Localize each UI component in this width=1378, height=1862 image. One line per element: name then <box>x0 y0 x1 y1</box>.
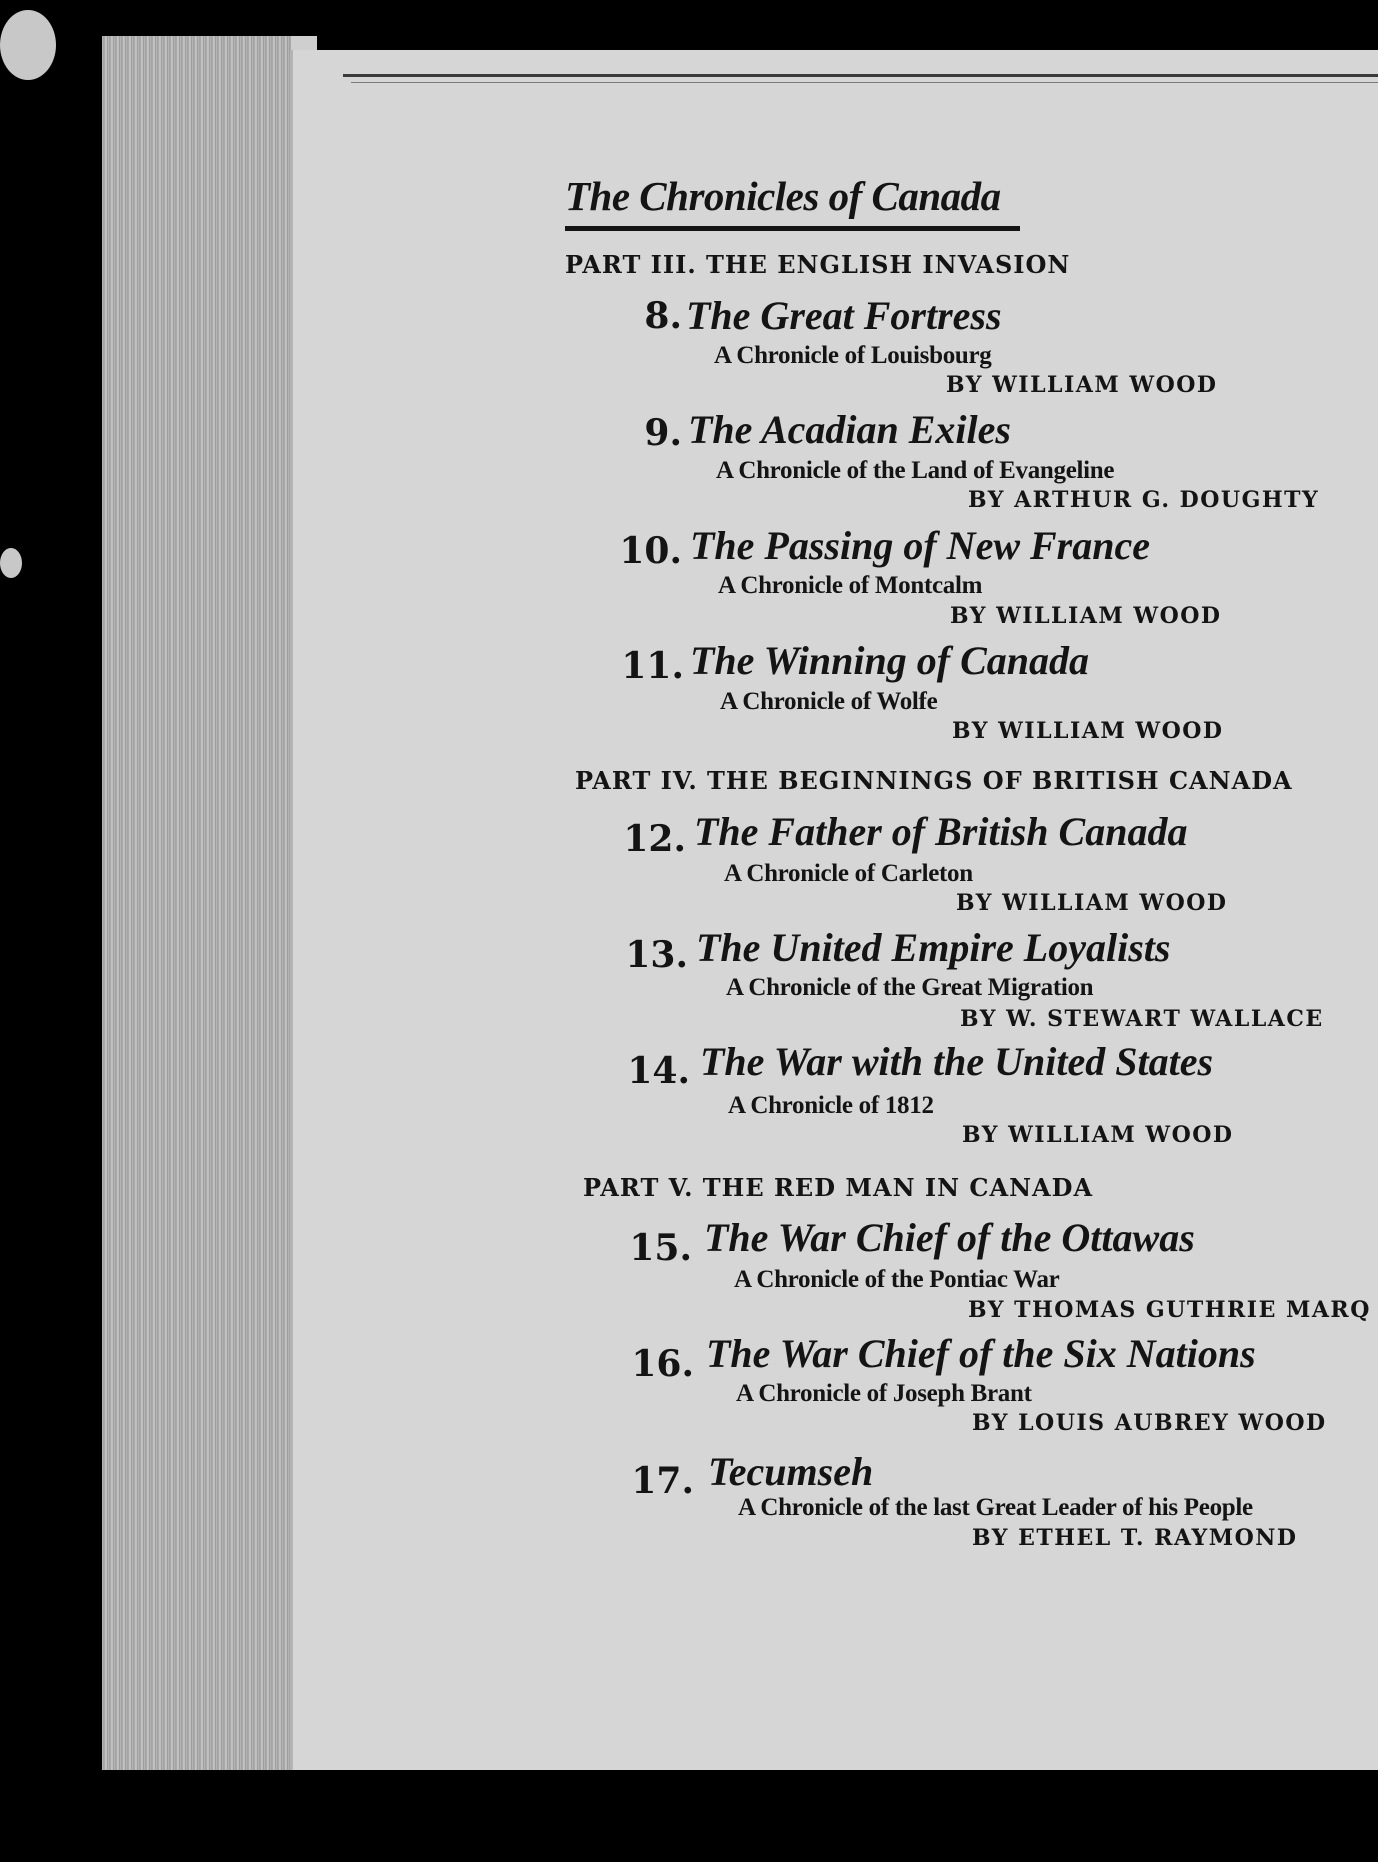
entry-title: Tecumseh <box>708 1449 874 1494</box>
entry-author: BY WILLIAM WOOD <box>950 603 1222 629</box>
part-heading: PART III. THE ENGLISH INVASION <box>565 250 1071 279</box>
entry-number: 12. <box>623 818 686 860</box>
entry-number: 15. <box>629 1227 692 1269</box>
entry-subtitle: A Chronicle of Louisbourg <box>714 342 992 369</box>
entry-title: The Acadian Exiles <box>688 407 1011 452</box>
entry-number: 10. <box>619 530 682 572</box>
entry-title: The War with the United States <box>700 1039 1214 1084</box>
entry-author: BY LOUIS AUBREY WOOD <box>972 1410 1327 1436</box>
entry-subtitle: A Chronicle of Wolfe <box>720 688 938 715</box>
entry-subtitle: A Chronicle of the Land of Evangeline <box>716 457 1115 484</box>
entry-author: BY WILLIAM WOOD <box>946 372 1218 398</box>
entry-author: BY THOMAS GUTHRIE MARQ <box>968 1297 1371 1323</box>
entry-number: 13. <box>625 934 688 976</box>
entry-subtitle: A Chronicle of Carleton <box>724 860 973 887</box>
series-title: The Chronicles of Canada <box>565 173 1001 219</box>
part-heading: PART IV. THE BEGINNINGS OF BRITISH CANADA <box>575 766 1293 795</box>
entry-author: BY WILLIAM WOOD <box>952 718 1224 744</box>
entry-subtitle: A Chronicle of Montcalm <box>718 572 983 599</box>
entry-author: BY WILLIAM WOOD <box>956 890 1228 916</box>
entry-title: The United Empire Loyalists <box>696 925 1171 970</box>
entry-number: 8. <box>644 295 682 337</box>
entry-title: The Winning of Canada <box>690 638 1090 683</box>
entry-number: 11. <box>621 645 684 687</box>
entry-subtitle: A Chronicle of Joseph Brant <box>736 1380 1032 1407</box>
entry-title: The Great Fortress <box>686 293 1002 338</box>
entry-title: The War Chief of the Ottawas <box>704 1215 1195 1260</box>
entry-author: BY ETHEL T. RAYMOND <box>972 1525 1298 1551</box>
entry-title: The Passing of New France <box>690 523 1150 568</box>
entry-number: 16. <box>631 1343 694 1385</box>
entry-number: 9. <box>644 412 682 454</box>
entry-subtitle: A Chronicle of the Pontiac War <box>734 1266 1060 1293</box>
entry-title: The War Chief of the Six Nations <box>706 1331 1256 1376</box>
entry-author: BY ARTHUR G. DOUGHTY <box>968 487 1320 513</box>
entry-author: BY W. STEWART WALLACE <box>960 1006 1324 1032</box>
entry-title: The Father of British Canada <box>694 809 1188 854</box>
part-heading: PART V. THE RED MAN IN CANADA <box>583 1173 1094 1202</box>
entry-subtitle: A Chronicle of 1812 <box>728 1092 934 1119</box>
entry-subtitle: A Chronicle of the last Great Leader of his People <box>738 1494 1253 1521</box>
entry-number: 14. <box>627 1050 690 1092</box>
entry-author: BY WILLIAM WOOD <box>962 1122 1234 1148</box>
entry-number: 17. <box>631 1460 694 1502</box>
entry-subtitle: A Chronicle of the Great Migration <box>726 974 1094 1001</box>
title-underline <box>565 226 1020 231</box>
